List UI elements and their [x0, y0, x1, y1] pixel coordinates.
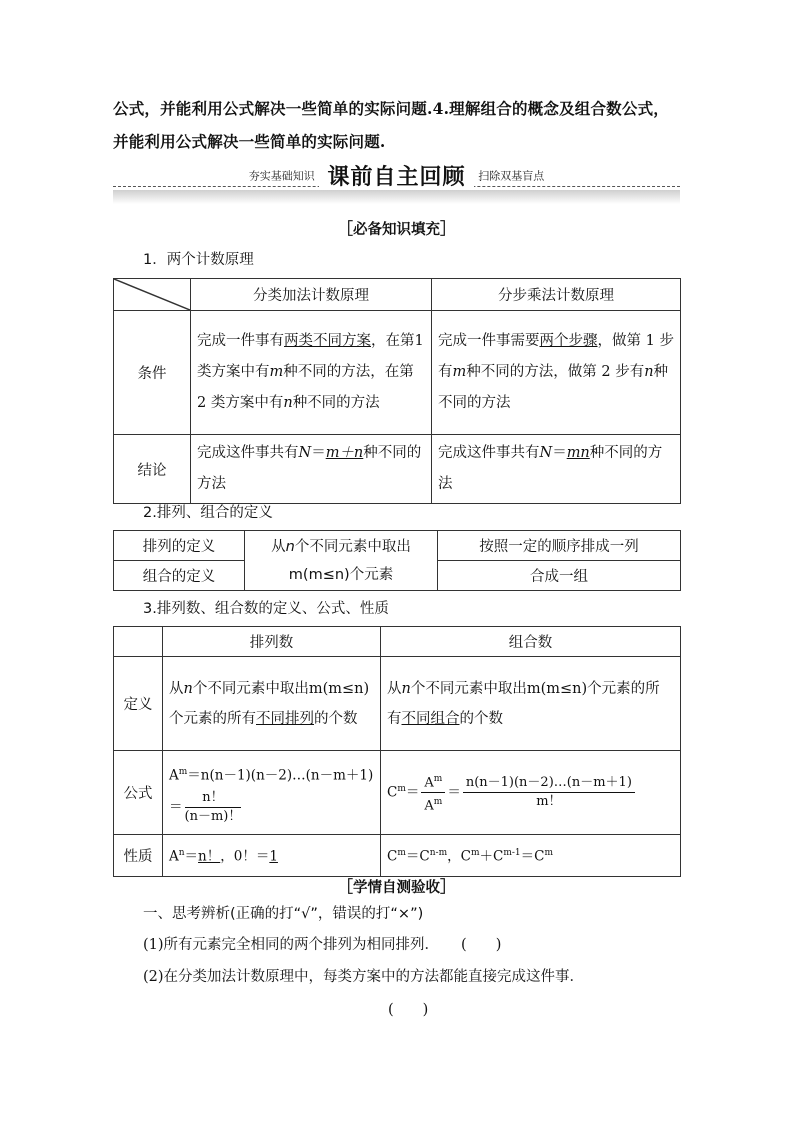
section-banner [113, 160, 680, 202]
combination-definition-text: 合成一组 [438, 561, 681, 591]
col-header-combination: 组合数 [381, 627, 681, 657]
col-header-addition: 分类加法计数原理 [191, 279, 432, 311]
permutation-formula-cell: $A^m=n(n-1)(n-2)\dots(n-m+1)=$ $\frac{n!}{(n-m)!}$ [163, 751, 381, 835]
bracket-close: ］ [440, 877, 457, 896]
permutation-definition-label: 排列的定义 [114, 531, 245, 561]
banner-shade [113, 190, 680, 204]
definitions-table [113, 530, 681, 591]
row-label-definition: 定义 [114, 657, 163, 751]
row-label-condition: 条件 [114, 311, 191, 435]
combination-property-cell: $C^m=C^{n-m}$，$C^m+C^{m-1}=C^m$ [381, 835, 681, 877]
permutation-definition-text: 按照一定的顺序排成一列 [438, 531, 681, 561]
condition-addition-cell: 完成一件事有两类不同方案，在第1类方案中有m种不同的方法，在第 2 类方案中有n种不同的方法 [191, 311, 432, 435]
combination-formula-cell: $C^m=$ $\frac{A^m}{A^m}$ ＝ $\frac{n(n-1)(n-2)\dots(n-m+1)}{m!}$ [381, 751, 681, 835]
intro-paragraph [113, 92, 693, 158]
permutation-property-cell: $A^n=n$！，0！＝1 [163, 835, 381, 877]
diagonal-header-cell [114, 279, 191, 311]
banner-left-text: 夯实基础知识 [248, 169, 315, 183]
intro-line-1: 公式，并能利用公式解决一些简单的实际问题.4.理解组合的概念及组合数公式， [113, 99, 669, 118]
permutation-definition-cell: 从n个不同元素中取出m(m≤n)个元素的所有不同排列的个数 [163, 657, 381, 751]
exercise-heading: 一、思考辨析(正确的打“√”，错误的打“×”) [143, 906, 424, 922]
combination-fraction-b: $\frac{n(n-1)(n-2)\dots(n-m+1)}{m!}$ [463, 774, 635, 811]
question-2: (2)在分类加法计数原理中，每类方案中的方法都能直接完成这件事． [143, 969, 585, 985]
permutation-combination-table [113, 626, 681, 877]
diagonal-line [114, 279, 190, 310]
row-label-formula: 公式 [114, 751, 163, 835]
item-3-heading: 3.排列数、组合数的定义、公式、性质 [143, 601, 389, 617]
combination-definition-label: 组合的定义 [114, 561, 245, 591]
col-header-multiplication: 分步乘法计数原理 [432, 279, 681, 311]
bracket-open: ［ [336, 877, 353, 896]
answer-blank-2[interactable]: ( ) [388, 1002, 429, 1018]
section-heading-text: 必备知识填充 [353, 222, 440, 238]
conclusion-addition-cell: 完成这件事共有N＝m＋n种不同的方法 [191, 435, 432, 504]
section-heading-knowledge [113, 216, 680, 239]
bracket-close: ］ [440, 219, 457, 238]
banner-title: 课前自主回顾 [319, 165, 473, 190]
section-heading-selftest [113, 874, 680, 897]
bracket-open: ［ [336, 219, 353, 238]
conclusion-multiplication-cell: 完成这件事共有N＝mn种不同的方法 [432, 435, 681, 504]
banner-right-text: 扫除双基盲点 [478, 169, 545, 183]
combination-fraction-a: $\frac{A^m}{A^m}$ [421, 770, 445, 816]
answer-blank-1[interactable]: ( ) [461, 937, 502, 953]
counting-principles-table [113, 278, 681, 504]
item-2-heading: 2.排列、组合的定义 [143, 505, 273, 521]
section-heading-text: 学情自测验收 [353, 880, 440, 896]
combination-definition-cell: 从n个不同元素中取出m(m≤n)个元素的所有不同组合的个数 [381, 657, 681, 751]
col-header-permutation: 排列数 [163, 627, 381, 657]
intro-line-2: 并能利用公式解决一些简单的实际问题. [113, 132, 386, 151]
shared-definition-cell: 从n个不同元素中取出 m(m≤n)个元素 [245, 531, 438, 591]
question-1: (1)所有元素完全相同的两个排列为相同排列． ( ) [143, 937, 502, 953]
permutation-fraction: $\frac{n!}{(n-m)!}$ [184, 789, 242, 824]
row-label-conclusion: 结论 [114, 435, 191, 504]
row-label-property: 性质 [114, 835, 163, 877]
empty-header-cell [114, 627, 163, 657]
item-1-heading: 1．两个计数原理 [143, 252, 254, 268]
condition-multiplication-cell: 完成一件事需要两个步骤，做第 1 步有m种不同的方法，做第 2 步有n种不同的方法 [432, 311, 681, 435]
